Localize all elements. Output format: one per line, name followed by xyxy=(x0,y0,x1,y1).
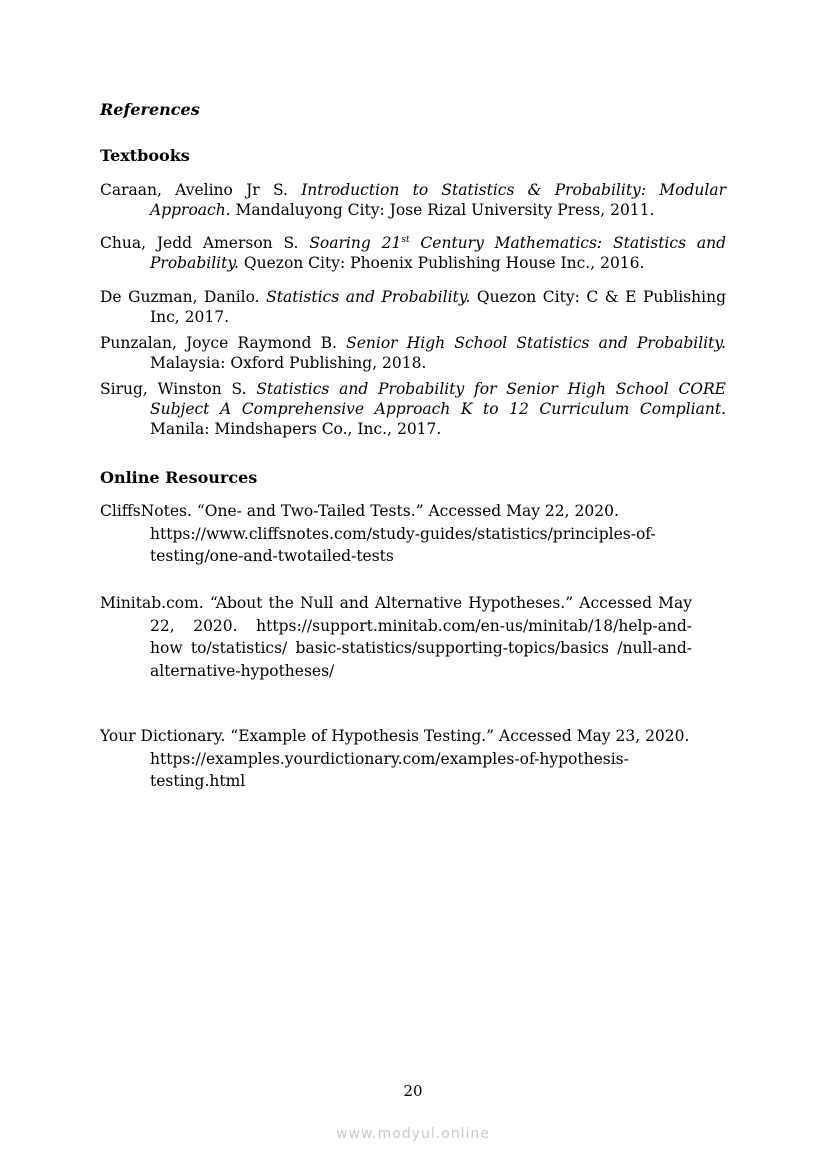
reference-entry: De Guzman, Danilo. Statistics and Probability. Quezon City: C & E Publishing Inc, 2017. xyxy=(100,288,726,326)
reference-entry: Caraan, Avelino Jr S. Introduction to Statistics & Probability: Modular Approach. Mandaluyong City: Jose Rizal University Press, 2011. xyxy=(100,181,726,219)
reference-entry: Sirug, Winston S. Statistics and Probability for Senior High School CORE Subject A Comprehensive Approach K to 12 Curriculum Compliant. Manila: Mindshapers Co., Inc., 2017. xyxy=(100,380,726,438)
reference-url: testing/one-and-twotailed-tests xyxy=(150,547,394,565)
reference-entry: Chua, Jedd Amerson S. Soaring 21st Century Mathematics: Statistics and Probability. Quezon City: Phoenix Publishing House Inc., 2016. xyxy=(100,234,727,272)
reference-url: testing.html xyxy=(150,772,246,790)
reference-entry: Punzalan, Joyce Raymond B. Senior High School Statistics and Probability. Malaysia: Oxford Publishing, 2018. xyxy=(100,334,726,372)
online-reference-entry: Minitab.com. “About the Null and Alternative Hypotheses.” Accessed May 22, 2020. https://support.minitab.com/en-us/minitab/18/help-and-how to/statistics/ basic-statistics/supporting-topics/basics /null-and-alternative-hypotheses/ xyxy=(100,594,692,680)
online-reference-entry: Your Dictionary. “Example of Hypothesis Testing.” Accessed May 23, 2020. https://examples.yourdictionary.com/examples-of-hypothesis- testing.html xyxy=(100,725,726,793)
reference-url: https://examples.yourdictionary.com/examples-of-hypothesis- xyxy=(150,749,629,768)
references-heading: References xyxy=(100,100,200,119)
online-reference-entry: CliffsNotes. “One- and Two-Tailed Tests.” Accessed May 22, 2020. https://www.cliffsnotes.com/study-guides/statistics/principles-of- testing/one-and-twotailed-tests xyxy=(100,500,726,568)
page-number: 20 xyxy=(403,1082,423,1100)
online-resources-heading: Online Resources xyxy=(100,468,258,487)
reference-url: https://www.cliffsnotes.com/study-guides/statistics/principles-of- xyxy=(150,524,656,543)
textbooks-heading: Textbooks xyxy=(100,146,190,165)
watermark-text: www.modyul.online xyxy=(336,1126,490,1142)
